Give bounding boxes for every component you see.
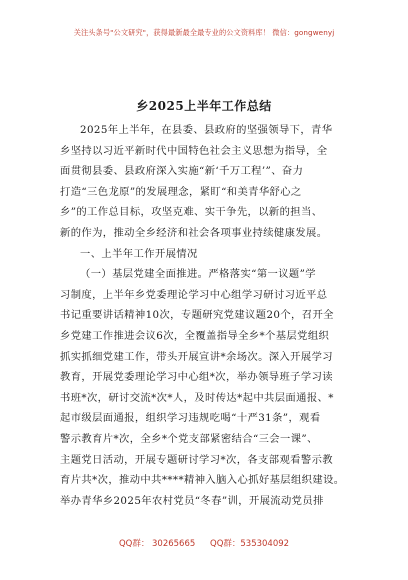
body-line: 乡党建工作推进会议6次，全覆盖指导全乡*个基层党组织: [60, 329, 330, 342]
body-line: 主题党日活动，开展专题研讨学习*次，各支部观看警示教: [60, 453, 333, 466]
body-line: 书班*次，研讨交流*次*人，及时传达*起中共层面通报、*: [60, 391, 334, 404]
body-line: 习制度，上半年乡党委理论学习中心组学习研讨习近平总: [60, 288, 328, 301]
body-line: 乡”的工作总目标，攻坚克难、实干争先，以新的担当、: [60, 206, 323, 219]
body-line: 2025年上半年，在县委、县政府的坚强领导下，青华: [80, 124, 333, 136]
footer-contacts: [0, 537, 408, 549]
body-line: 书记重要讲话精神10次，专题研究党建议题20个，召开全: [60, 309, 334, 322]
body-line: （一）基层党建全面推进。严格落实“第一议题”学: [80, 268, 316, 281]
body-line: 教育，开展党委理论学习中心组*次，举办领导班子学习读: [60, 371, 333, 384]
body-line: 警示教育片*次，全乡*个党支部紧密结合“三会一课”、: [60, 432, 318, 445]
body-line: 面贯彻县委、县政府深入实施“新‘千万工程’”、奋力: [60, 165, 304, 178]
body-line: 育片共*次，推动中共****精神入脑入心抓好基层组织建设。: [60, 474, 345, 487]
document-title: 乡2025上半年工作总结: [136, 99, 272, 113]
footer-qq-group-2: QQ群：535304092: [210, 539, 290, 549]
body-line: 起市级层面通报，组织学习违规吃喝“十严31条”，观看: [60, 412, 321, 425]
body-line: 举办青华乡2025年农村党员“冬春”训，开展流动党员排: [60, 494, 324, 507]
body-line: 乡坚持以习近平新时代中国特色社会主义思想为指导，全: [60, 144, 328, 157]
body-line: 打造“三色龙原”的发展理念，紧盯“和美青华舒心之: [60, 185, 302, 198]
document-body: [60, 120, 350, 511]
section-heading: 一、上半年工作开展情况: [80, 247, 198, 260]
body-line: 抓实抓细党建工作，带头开展宣讲*余场次。深入开展学习: [60, 350, 333, 363]
footer-qq-group-1: QQ群： 30265665: [118, 539, 196, 549]
body-line: 新的作为，推动全乡经济和社会各项事业持续健康发展。: [60, 226, 328, 239]
promo-banner: 关注头条号"公文研究"，获得最新最全最专业的公文资料库！ 微信：gongwenyj: [73, 28, 335, 37]
